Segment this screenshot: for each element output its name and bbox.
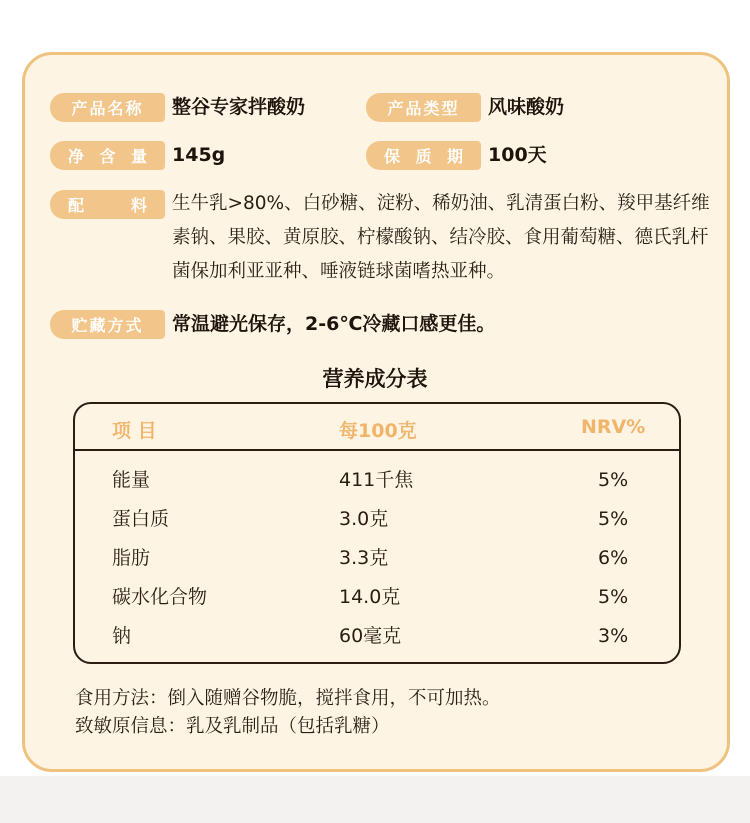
info-row-type [366, 93, 564, 122]
nutrition-table [73, 402, 681, 664]
tag-char: 含 [99, 147, 116, 166]
header-per100: 每100克 [339, 420, 417, 442]
cell-nrv: 5% [598, 469, 629, 491]
table-row [75, 461, 679, 500]
usage-note: 食用方法：倒入随赠谷物脆，搅拌食用，不可加热。 [75, 688, 501, 709]
tag-shelf-life [366, 141, 481, 170]
nutrition-title: 营养成分表 [322, 367, 428, 391]
cell-nrv: 3% [598, 625, 629, 647]
info-row-ingredients [50, 190, 715, 289]
tag-product-type: 产品类型 [366, 93, 481, 122]
cell-item: 脂肪 [112, 547, 151, 569]
cell-nrv: 5% [598, 586, 629, 608]
cell-per100: 14.0克 [339, 586, 401, 608]
tag-char: 期 [446, 147, 463, 166]
cell-item: 蛋白质 [112, 508, 170, 530]
cell-item: 钠 [112, 625, 132, 647]
info-row-storage [50, 310, 495, 339]
header-nrv: NRV% [581, 416, 646, 438]
table-row [75, 500, 679, 539]
product-name-value: 整谷专家拌酸奶 [172, 96, 306, 118]
cell-per100: 60毫克 [339, 625, 402, 647]
product-type-value: 风味酸奶 [488, 96, 565, 118]
allergen-note: 致敏原信息：乳及乳制品（包括乳糖） [75, 716, 390, 737]
ingredients-value: 生牛乳>80%、白砂糖、淀粉、稀奶油、乳清蛋白粉、羧甲基纤维素钠、果胶、黄原胶、柠檬酸钠、结冷胶、食用葡萄糖、德氏乳杆菌保加利亚亚种、唾液链球菌嗜热亚种。 [172, 193, 710, 282]
cell-nrv: 5% [598, 508, 629, 530]
shelf-life-value: 100天 [488, 144, 547, 166]
tag-char: 料 [130, 196, 147, 215]
tag-char: 净 [68, 147, 85, 166]
info-row-weight [50, 141, 225, 170]
table-row [75, 578, 679, 617]
tag-char: 配 [68, 196, 85, 215]
cell-item: 碳水化合物 [112, 586, 208, 608]
tag-product-name: 产品名称 [50, 93, 165, 122]
tag-storage: 贮藏方式 [50, 310, 165, 339]
tag-ingredients [50, 190, 165, 219]
nutrition-table-header [75, 404, 679, 451]
info-row-name [50, 93, 305, 122]
storage-value: 常温避光保存，2-6℃冷藏口感更佳。 [172, 313, 496, 335]
tag-char: 质 [415, 147, 432, 166]
info-row-shelf [366, 141, 547, 170]
cell-per100: 3.3克 [339, 547, 389, 569]
table-row [75, 617, 679, 656]
cell-item: 能量 [112, 469, 151, 491]
table-row [75, 539, 679, 578]
tag-net-weight [50, 141, 165, 170]
bottom-band [0, 776, 750, 823]
tag-char: 量 [130, 147, 147, 166]
net-weight-value: 145g [172, 144, 226, 166]
header-item: 项 目 [112, 420, 157, 442]
cell-per100: 3.0克 [339, 508, 389, 530]
tag-char: 保 [384, 147, 401, 166]
cell-nrv: 6% [598, 547, 629, 569]
cell-per100: 411千焦 [339, 469, 414, 491]
